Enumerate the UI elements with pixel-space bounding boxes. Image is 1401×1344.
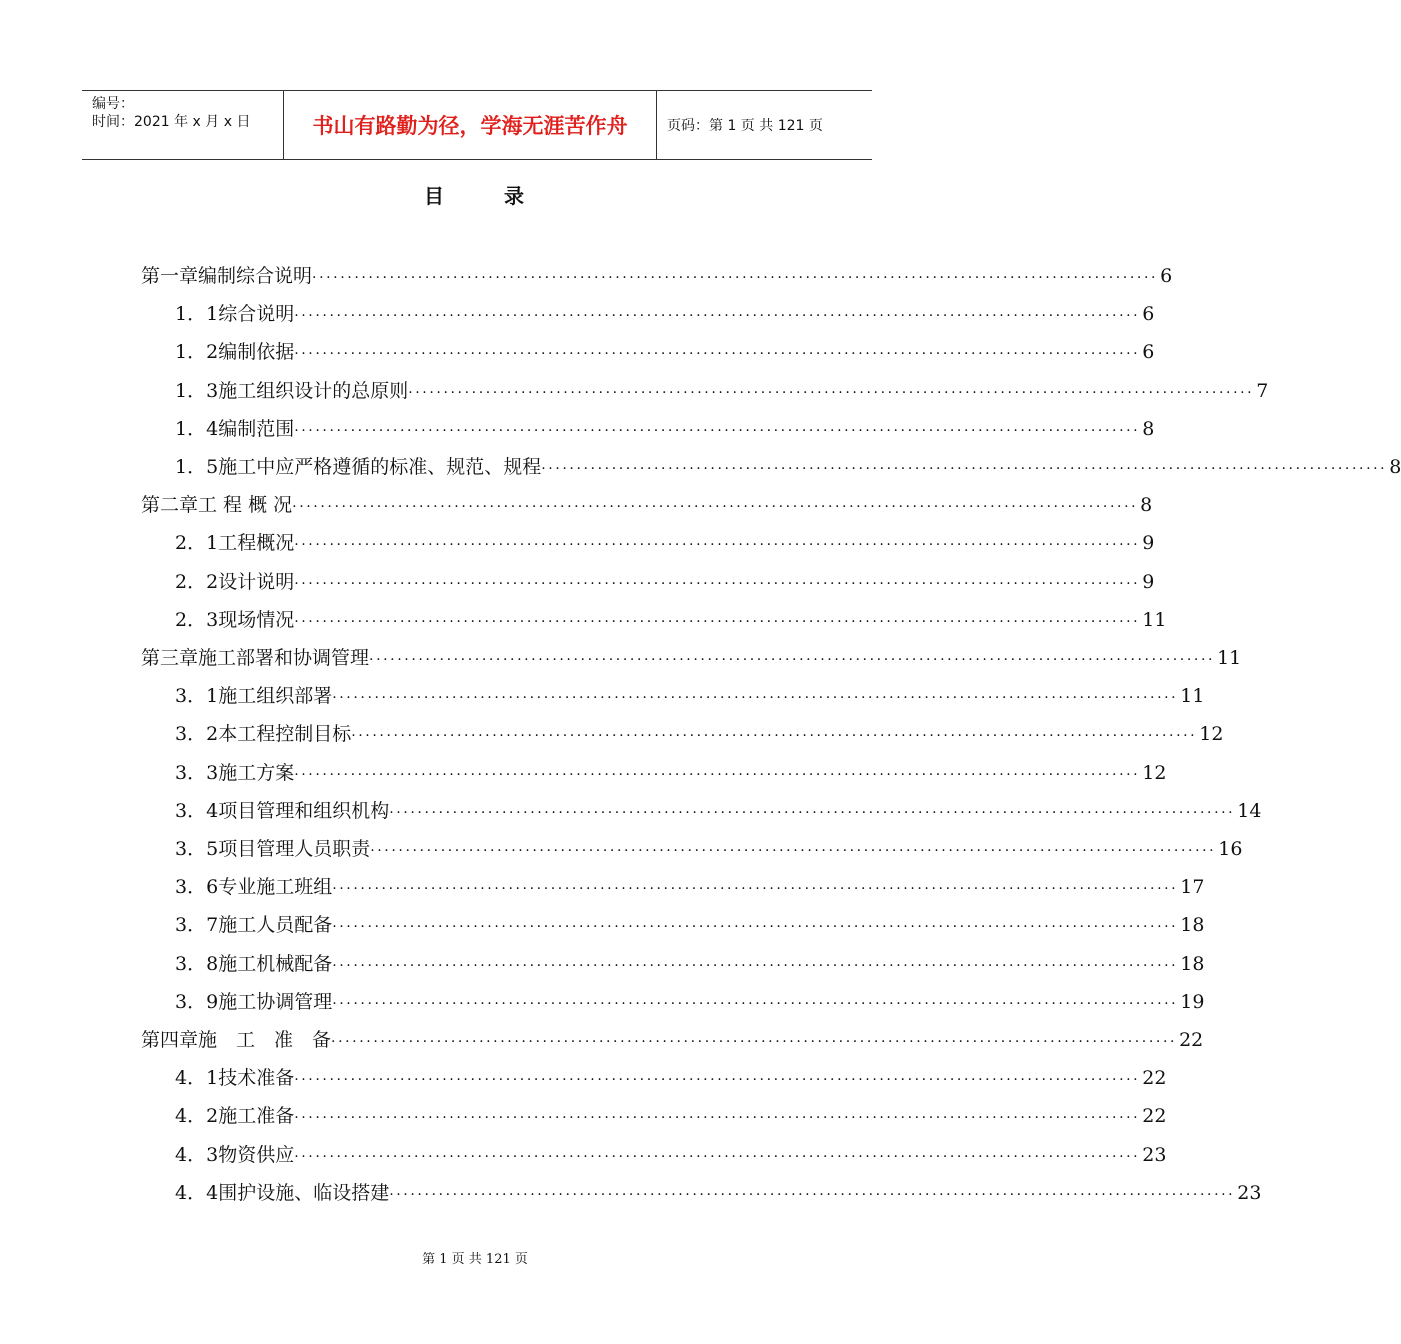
toc-entry[interactable] [175, 1060, 1167, 1090]
toc-entry-page: 9 [1142, 532, 1155, 555]
toc-entry-page: 6 [1160, 265, 1173, 287]
toc-entry-number: 第一章 [141, 265, 199, 287]
toc-entry-page: 11 [1180, 685, 1205, 708]
toc-entry-page: 22 [1142, 1105, 1167, 1128]
toc-entry-number: 3．2 [175, 723, 219, 746]
toc-entry[interactable] [175, 716, 1224, 746]
toc-entry-label: 综合说明 [218, 303, 295, 326]
toc-entry[interactable] [141, 487, 1153, 517]
toc-entry[interactable] [175, 602, 1167, 632]
toc-entry-label: 专业施工班组 [218, 876, 333, 899]
toc-entry-number: 4．1 [175, 1067, 219, 1090]
toc-leader-dots: ........................................................................................................................ [294, 304, 1141, 321]
toc-entry-page: 9 [1142, 570, 1155, 593]
toc-entry-label: 物资供应 [218, 1143, 295, 1166]
toc-entry-label: 工 程 概 况 [198, 494, 293, 517]
toc-entry-label: 设计说明 [218, 570, 295, 593]
toc-entry-page: 17 [1180, 876, 1205, 899]
toc-entry-label: 施工准备 [218, 1105, 295, 1128]
header-page-info: 页码：第 1 页 共 121 页 [667, 118, 823, 134]
toc-entry-label: 施工组织设计的总原则 [218, 379, 409, 402]
toc-entry-number: 1．4 [175, 417, 219, 440]
toc-entry-label: 施工机械配备 [218, 952, 333, 975]
document-header [82, 90, 872, 160]
toc-leader-dots: ........................................................................................................................ [389, 800, 1236, 817]
toc-entry-number: 3．3 [175, 761, 219, 784]
toc-entry-page: 11 [1217, 647, 1242, 669]
toc-leader-dots: ........................................................................................................................ [294, 1144, 1141, 1161]
toc-entry-number: 1．1 [175, 303, 219, 326]
toc-entry[interactable] [175, 946, 1205, 976]
toc-entry-number: 3．8 [175, 952, 219, 975]
toc-entry-label: 施工协调管理 [218, 990, 333, 1013]
toc-entry-page: 23 [1237, 1181, 1262, 1204]
toc-leader-dots: ........................................................................................................................ [332, 953, 1179, 970]
toc-entry-number: 3．4 [175, 799, 219, 822]
toc-entry-number: 3．6 [175, 876, 219, 899]
toc-entry-label: 施工中应严格遵循的标准、规范、规程 [218, 456, 542, 478]
toc-entry[interactable] [141, 258, 1173, 288]
toc-entry-label: 编制范围 [218, 417, 295, 440]
page-footer: 第 1 页 共 121 页 [422, 1252, 528, 1267]
toc-entry-page: 8 [1389, 456, 1401, 478]
toc-entry[interactable] [175, 449, 1401, 479]
toc-entry-label: 施工部署和协调管理 [198, 647, 370, 669]
toc-title-left: 目 [424, 184, 446, 208]
toc-leader-dots: ........................................................................................................................ [294, 533, 1141, 550]
toc-entry-page: 6 [1142, 303, 1155, 326]
toc-entry[interactable] [175, 678, 1205, 708]
toc-leader-dots: ........................................................................................................................ [294, 609, 1141, 626]
toc-entry-page: 18 [1180, 914, 1205, 937]
toc-entry-label: 项目管理人员职责 [218, 838, 371, 860]
toc-entry-label: 施 工 准 备 [198, 1029, 332, 1051]
toc-entry[interactable] [141, 1022, 1204, 1052]
toc-entry-page: 18 [1180, 952, 1205, 975]
toc-leader-dots: ........................................................................................................................ [408, 380, 1255, 397]
toc-entry-page: 19 [1180, 990, 1205, 1013]
toc-leader-dots: ........................................................................................................................ [294, 1106, 1141, 1123]
toc-leader-dots: ........................................................................................................................ [370, 839, 1217, 855]
toc-leader-dots: ........................................................................................................................ [331, 1030, 1178, 1046]
toc-entry-number: 3．7 [175, 914, 219, 937]
toc-entry-number: 第四章 [141, 1029, 199, 1051]
toc-leader-dots: ........................................................................................................................ [294, 342, 1141, 359]
toc-entry-label: 项目管理和组织机构 [218, 799, 390, 822]
toc-leader-dots: ........................................................................................................................ [541, 457, 1388, 473]
toc-leader-dots: ........................................................................................................................ [312, 266, 1159, 282]
toc-leader-dots: ........................................................................................................................ [294, 1068, 1141, 1085]
toc-entry[interactable] [175, 296, 1155, 326]
toc-leader-dots: ........................................................................................................................ [332, 877, 1179, 894]
toc-entry-number: 4．3 [175, 1143, 219, 1166]
toc-leader-dots: ........................................................................................................................ [292, 495, 1139, 512]
toc-entry-number: 1．5 [175, 456, 219, 478]
toc-entry-number: 1．3 [175, 379, 219, 402]
toc-entry[interactable] [141, 640, 1242, 670]
toc-entry[interactable] [175, 334, 1155, 364]
toc-entry-number: 2．1 [175, 532, 219, 555]
toc-title-right: 录 [504, 184, 526, 208]
toc-leader-dots: ........................................................................................................................ [351, 724, 1198, 741]
toc-entry[interactable] [175, 984, 1205, 1014]
toc-entry-label: 本工程控制目标 [218, 723, 352, 746]
toc-entry-page: 6 [1142, 341, 1155, 364]
toc-entry-label: 技术准备 [218, 1067, 295, 1090]
toc-entry-number: 3．1 [175, 685, 219, 708]
toc-entry-number: 4．2 [175, 1105, 219, 1128]
toc-entry[interactable] [175, 869, 1205, 899]
toc-entry-page: 11 [1142, 608, 1167, 631]
toc-entry-number: 4．4 [175, 1181, 219, 1204]
toc-entry-page: 12 [1199, 723, 1224, 746]
toc-entry-page: 16 [1218, 838, 1243, 860]
toc-entry-label: 围护设施、临设搭建 [218, 1181, 390, 1204]
toc-entry-page: 14 [1237, 799, 1262, 822]
toc-entry-number: 第三章 [141, 647, 199, 669]
toc-leader-dots: ........................................................................................................................ [294, 418, 1141, 435]
toc-entry-number: 2．2 [175, 570, 219, 593]
toc-entry-page: 12 [1142, 761, 1167, 784]
toc-entry[interactable] [175, 831, 1243, 861]
toc-entry[interactable] [175, 564, 1155, 594]
toc-leader-dots: ........................................................................................................................ [369, 648, 1216, 664]
toc-entry[interactable] [175, 907, 1205, 937]
toc-leader-dots: ........................................................................................................................ [332, 915, 1179, 932]
toc-title [0, 180, 950, 209]
toc-entry[interactable] [175, 411, 1155, 441]
header-motto: 书山有路勤为径，学海无涯苦作舟 [284, 91, 657, 159]
toc-entry-page: 7 [1256, 379, 1269, 402]
toc-entry[interactable] [175, 793, 1262, 823]
toc-entry[interactable] [175, 525, 1155, 555]
toc-entry-number: 3．9 [175, 990, 219, 1013]
toc-entry-label: 施工组织部署 [218, 685, 333, 708]
toc-entry-number: 1．2 [175, 341, 219, 364]
toc-entry-label: 施工方案 [218, 761, 295, 784]
toc-entry-number: 第二章 [141, 494, 199, 517]
toc-entry-page: 23 [1142, 1143, 1167, 1166]
toc-entry-page: 22 [1179, 1029, 1204, 1051]
toc-entry-page: 8 [1142, 417, 1155, 440]
toc-leader-dots: ........................................................................................................................ [332, 686, 1179, 703]
toc-entry-page: 8 [1140, 494, 1153, 517]
toc-leader-dots: ........................................................................................................................ [294, 571, 1141, 588]
toc-entry[interactable] [175, 1098, 1167, 1128]
toc-entry-label: 施工人员配备 [218, 914, 333, 937]
header-meta [82, 91, 284, 159]
document-date: 时间：2021 年 x 月 x 日 [92, 114, 251, 130]
toc-entry[interactable] [175, 373, 1269, 403]
toc-entry-number: 2．3 [175, 608, 219, 631]
toc-leader-dots: ........................................................................................................................ [332, 991, 1179, 1008]
toc-entry-page: 22 [1142, 1067, 1167, 1090]
toc-entry-number: 3．5 [175, 838, 219, 860]
toc-leader-dots: ........................................................................................................................ [294, 762, 1141, 779]
toc-entry[interactable] [175, 755, 1167, 785]
toc-entry-label: 编制综合说明 [198, 265, 313, 287]
toc-entry-label: 编制依据 [218, 341, 295, 364]
toc-leader-dots: ........................................................................................................................ [389, 1182, 1236, 1199]
toc-entry[interactable] [175, 1137, 1167, 1167]
document-number-label: 编号： [92, 96, 134, 112]
toc-entry-label: 现场情况 [218, 608, 295, 631]
toc-entry[interactable] [175, 1175, 1262, 1205]
toc-entry-label: 工程概况 [218, 532, 295, 555]
